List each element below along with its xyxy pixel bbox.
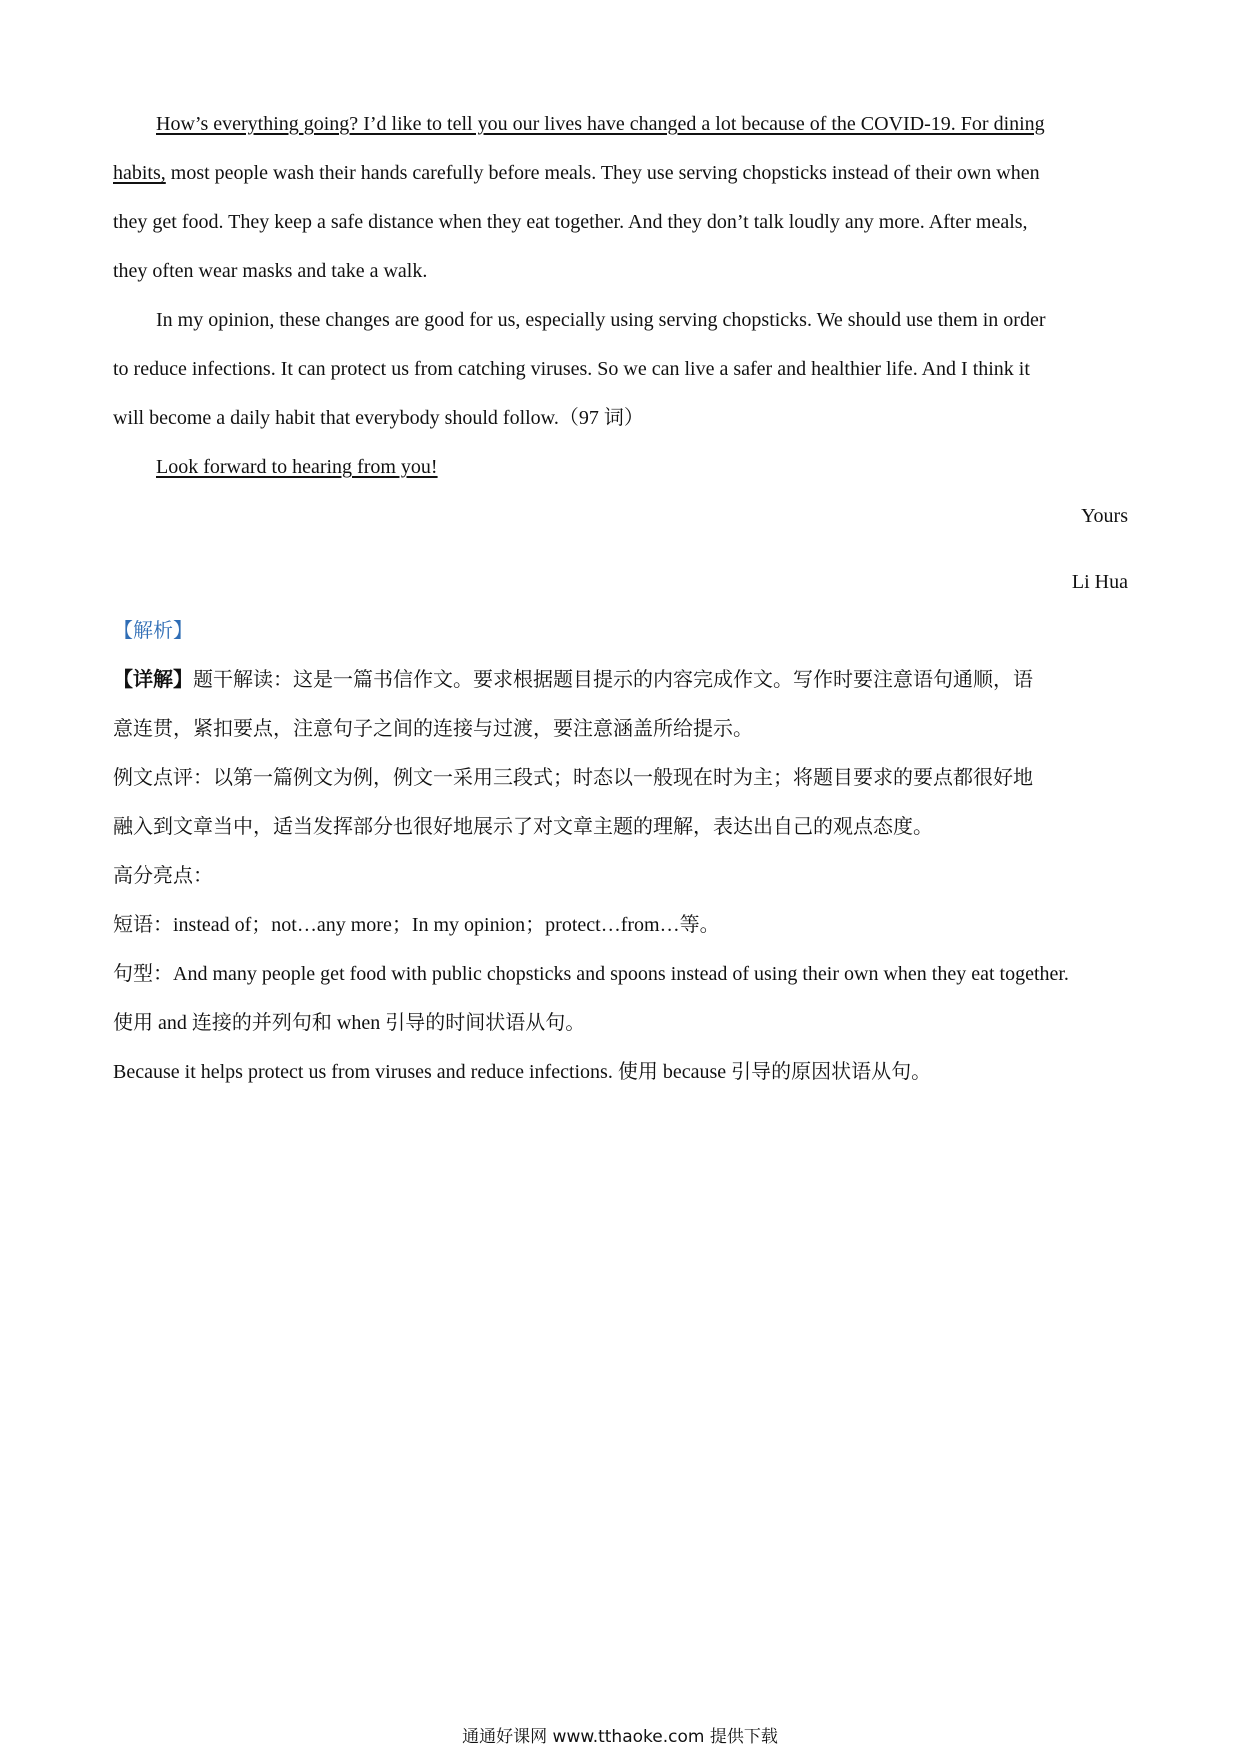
- detail-label: 【详解】: [113, 669, 193, 691]
- analysis-comment-line1: 例文点评：以第一篇例文为例，例文一采用三段式；时态以一般现在时为主；将题目要求的要点都很好地: [113, 767, 1033, 789]
- underlined-word: habits,: [113, 162, 166, 184]
- letter-p2-line3: will become a daily habit that everybody should follow.（97 词）: [113, 407, 644, 429]
- analysis-detail-line1: [113, 656, 1130, 705]
- analysis-sentence-line2: 使用 and 连接的并列句和 when 引导的时间状语从句。: [113, 1012, 586, 1034]
- letter-p1-line3: they get food. They keep a safe distance when they eat together. And they don’t talk loudly any more. After meals,: [113, 211, 1028, 233]
- letter-p1-line2-rest: most people wash their hands carefully before meals. They use serving chopsticks instead of their own when: [165, 162, 1040, 184]
- letter-p1-line2: [113, 149, 1130, 198]
- analysis-sentence-line1: 句型：And many people get food with public chopsticks and spoons instead of using their own when they eat together.: [113, 963, 1069, 985]
- analysis-highlights-title: 高分亮点：: [113, 865, 213, 887]
- letter-closing-line: [113, 443, 1130, 492]
- letter-p1-line4: they often wear masks and take a walk.: [113, 260, 428, 282]
- letter-p2-line1: In my opinion, these changes are good for us, especially using serving chopsticks. We should use them in order: [156, 309, 1046, 331]
- analysis-phrases: 短语：instead of；not…any more；In my opinion；protect…from…等。: [113, 914, 720, 936]
- analysis-detail-line2: 意连贯，紧扣要点，注意句子之间的连接与过渡，要注意涵盖所给提示。: [113, 718, 753, 740]
- letter-p2-line2: to reduce infections. It can protect us from catching viruses. So we can live a safer and healthier life. And I think it: [113, 358, 1030, 380]
- page-footer: 通通好课网 www.tthaoke.com 提供下载: [462, 1727, 778, 1747]
- closing-line-text: Look forward to hearing from you!: [156, 456, 438, 478]
- analysis-heading: 【解析】: [113, 620, 193, 642]
- letter-yours: Yours: [1081, 505, 1128, 527]
- document-page: [113, 100, 1130, 1097]
- letter-signature: Li Hua: [1071, 571, 1128, 593]
- letter-opening-line: How’s everything going? I’d like to tell you our lives have changed a lot because of the COVID-19. For dining: [156, 113, 1045, 135]
- analysis-sentence-line3: Because it helps protect us from viruses and reduce infections. 使用 because 引导的原因状语从句。: [113, 1061, 932, 1083]
- detail-text: 题干解读：这是一篇书信作文。要求根据题目提示的内容完成作文。写作时要注意语句通顺，语: [193, 669, 1033, 691]
- analysis-comment-line2: 融入到文章当中，适当发挥部分也很好地展示了对文章主题的理解，表达出自己的观点态度。: [113, 816, 933, 838]
